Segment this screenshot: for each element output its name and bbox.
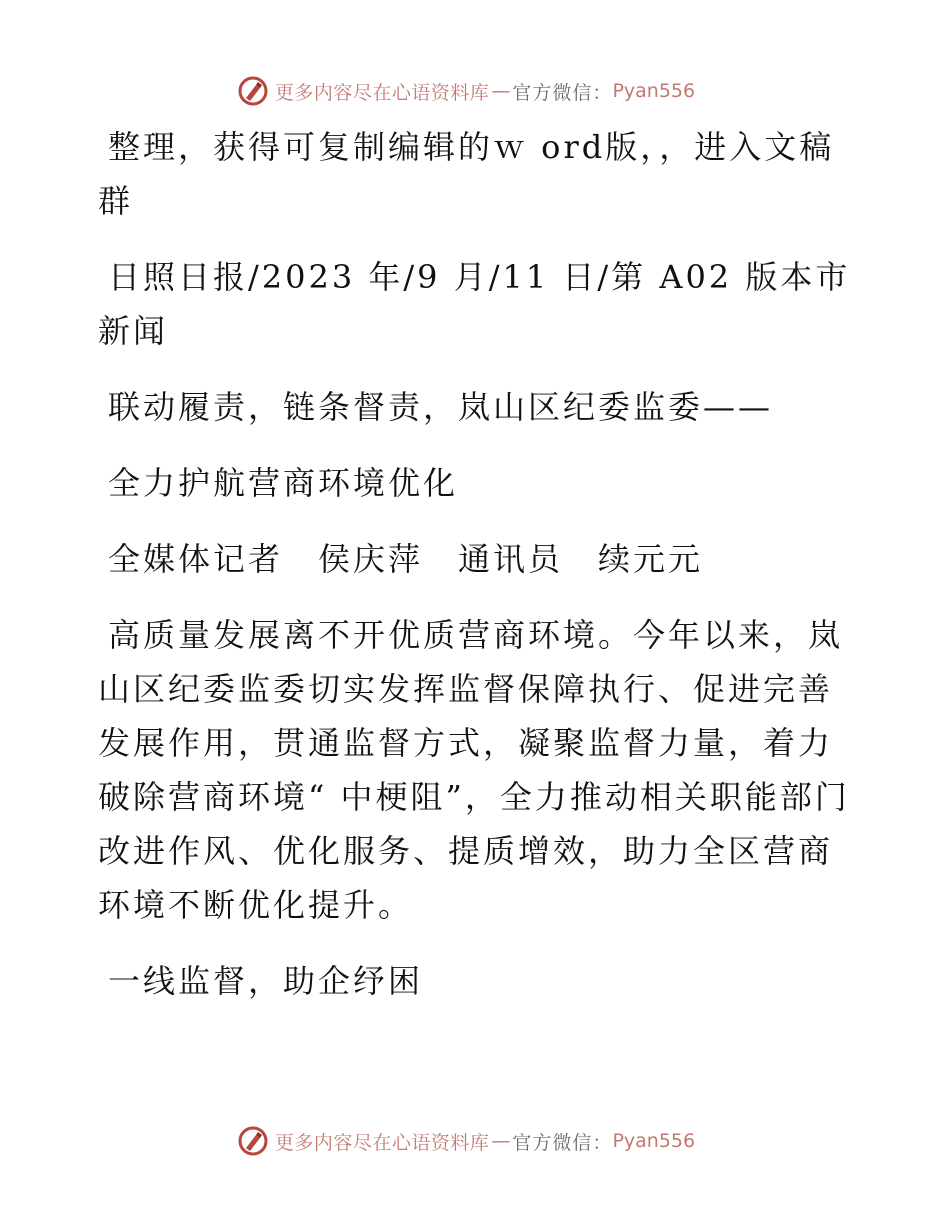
section-heading: 一线监督，助企纾困 (108, 962, 424, 1000)
footer-watermark (0, 1121, 950, 1161)
header-watermark (0, 71, 950, 111)
document-body (98, 120, 858, 1008)
watermark-handle: Pyan556 (612, 80, 696, 102)
byline: 全媒体记者 侯庆萍 通讯员 续元元 (108, 540, 704, 578)
pen-circle-logo-icon (237, 75, 269, 107)
source-line: 日照日报/2023 年/9 月/11 日/第 A02 版本市新闻 (98, 258, 851, 350)
main-title: 全力护航营商环境优化 (108, 464, 459, 502)
lead-paragraph: 高质量发展离不开优质营商环境。今年以来，岚山区纪委监委切实发挥监督保障执行、促进完善发展作用，贯通监督方式，凝聚监督力量，着力破除营商环境“ 中梗阻”，全力推动相关职能部门改进作风、优化服务、提质增效，助力全区营商环境不断优化提升。 (98, 616, 850, 924)
watermark-sub: 官方微信： (512, 1131, 613, 1154)
watermark-handle: Pyan556 (612, 1130, 696, 1152)
watermark-text: 更多内容尽在心语资料库 (274, 1131, 490, 1154)
kicker-title: 联动履责，链条督责，岚山区纪委监委—— (108, 388, 774, 426)
watermark-sub: 官方微信： (512, 81, 613, 104)
intro-note: 整理，获得可复制编辑的ｗ ord版，，进入文稿群 (98, 128, 835, 220)
watermark-separator: — (491, 1130, 511, 1152)
pen-circle-logo-icon (237, 1125, 269, 1157)
watermark-separator: — (491, 80, 511, 102)
watermark-text: 更多内容尽在心语资料库 (274, 81, 490, 104)
